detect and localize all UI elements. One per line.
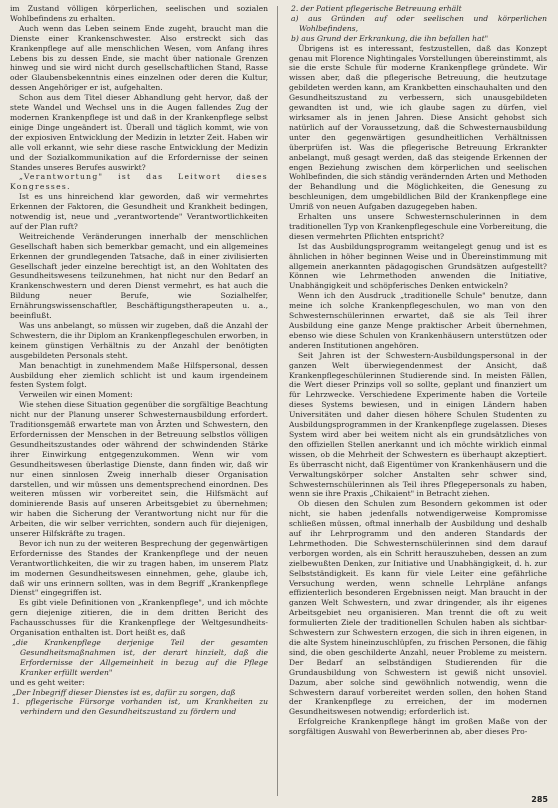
paragraph-emphasis: „Verantwortung" ist das Leitwort dieses Kongresses. xyxy=(10,172,268,192)
paragraph: im Zustand völligen körperlichen, seelischen und sozialen Wohlbefindens zu erhalten. xyxy=(10,4,268,23)
list-item: 1. pflegerische Fürsorge vorhanden ist, um Krankheiten zu verhindern und den Gesundheitszustand zu fördern und xyxy=(12,697,268,717)
quote: „die Krankenpflege derjenige Teil der gesamten Gesundheitsmaßnahmen ist, der derart hinzielt, daß die Erfordernisse der Allgemeinheit in bezug auf die Pflege Kranker erfüllt werden" xyxy=(12,638,268,677)
paragraph: und es geht weiter: xyxy=(10,677,85,687)
quote: „Der Inbegriff dieser Dienstes ist es, dafür zu sorgen, daß xyxy=(12,687,236,697)
right-column xyxy=(289,4,547,799)
paragraph: Seit Jahren ist der Schwestern-Ausbildungspersonal in der ganzen Welt überwiegendenmest der Ansicht, daß Krankenpflegeschülerinnen Studierende sind. In meisten Fällen, die Wert dieser Prinzips voll so sollte, geplant und finanziert um für Lehrzwecke. Verschiedene Experimente haben die Vorteile dieses Systems bewiesen, und in einigen Ländern haben Universitäten und daher diesen höhere Schulen Studenten zu Ausbildungsprogrammen in der Krankenpflege zugelassen. Dieses System wird aber bei weitem nicht als ein grundsätzliches von den offiziellen Stellen anerkannt und ich möchte wirklich einmal wissen, ob die Mehrheit der Schwestern es überhaupt akzeptiert. Es überrascht nicht, daß Eigentümer von Krankenhäusern und die Verwaltungskörper solcher Anstalten sehr schwer sind, Schwesternschülerinnen als Teil ihres Pflegepersonals zu haben, wenn sie ihre Praxis „Chikaient" in Betracht ziehen. xyxy=(289,350,547,499)
page-number: 285 xyxy=(531,795,548,804)
paragraph: Schon aus dem Titel dieser Abhandlung geht hervor, daß der stete Wandel und Wechsel uns in die Augen fallendes Zug der modernen Krankenpflege ist und daß in der Krankenpflege selbst einige Dinge ungeändert ist. Überall und täglich kommt, wie von der expiosiven Entwicklung der Medizin in letzter Zeit. Haben wir alle voll erkannt, wie sehr diese rasche Entwicklung der Medizin und der Sozialkommunikation auf die Erfordernisse der seinen Standes unseres Berufes auswirkt? xyxy=(10,93,268,172)
list-item: a) aus Gründen auf oder seelischen und körperlichen Wohlbefindens, xyxy=(291,13,547,33)
paragraph: Man benachtigt in zunehmendem Maße Hilfspersonal, dessen Ausbildung eher ziemlich schlicht ist und kaum irgendeinem festen System folgt. xyxy=(10,360,268,390)
paragraph: Erfolgreiche Krankenpflege hängt im großen Maße von der sorgfältigen Auswahl von Bewerberinnen ab, aber dieses Pro- xyxy=(289,717,547,737)
paragraph: Wenn ich den Ausdruck „traditionelle Schule" benutze, dann meine ich solche Krankenpflegeschulen, wo man von den Schwesternschülerinnen erwartet, daß sie als Teil ihrer Ausbildung eine ganze Menge praktischer Arbeit übernehmen, ebenso wie diese Schulen von Krankenhäusern unterstützen oder anderen Institutionen angehören. xyxy=(289,291,547,350)
column-divider xyxy=(277,6,278,796)
paragraph: Verweilen wir einen Moment: xyxy=(19,390,133,400)
paragraph: Wie stehen diese Situation gegenüber die sorgfältige Beachtung nicht nur der Planung unserer Schwesternausbildung erfordert. Traditionsgemäß erwartete man von Ärzten und Schwestern, den Erfordernissen der Menschen in der Betreuung selbstlos völligen Gesundheitszustandes oder während der schwindenden Stärke ihrer Einwirkung entgegenzukommen. Wenn wir vom Gesundheitswesen überlastige Dienste, dann finden wir, daß wir nur einen sinnlosen Zweig innerhalb dieser Organisation darstellen, und wir müssen uns dementsprechend einordnen. Des weiteren müssen wir vorbereitet sein, die Hilfsmächt auf dominierende Basis auf unseren Arbeitsgebiet zu übernehmen; wir haben die Sicherung der Verantwortung nicht nur für die Arbeiten, die wir selber verrichten, sondern auch für diejenigen, unserer Hilfskräfte zu tragen. xyxy=(10,400,268,539)
paragraph: Ob diesen den Schulen zum Besondern gekommen ist oder nicht, sie haben jedenfalls notwendigerweise Kompromisse schließen müssen, oftmal innerhalb der Ausbildung und deshalb auf ihr Lehrprogramm und den anderen Standards der Lehrmethoden. Die Schwesternschülerinnen sind dem darauf verborgen worden, als ein Schritt herauszuheben, dessen an zum zielbewußten Denken, zur Initiative und Unabhängigkeit, d. h. zur Selbstständigkeit. Es kann für viele Leiter eine gefährliche Versuchung werden, wenn schnelle Lehrpläne anfangs effizienterlich besonderen Ergebnissen neigt. Man braucht in der ganzen Welt Schwestern, und zwar dringender, als ihr eigenes Arbeitsgebiet neu organisieren. Man trennt die oft zu weit formulierten Ziele der traditionellen Schulen haben als sichtbar-Schwestern zur Schwestern erzogen, die sich in ihren eigenen, in die alte System hineinzuschlüpfen, zu frischen Personen, die fähig sind, die oben geschilderte Anzahl, neuer Probleme zu meistern. Der Bedarf an selbständigen Studierenden für die Grundausbildung von Schwestern ist gewiß nicht unsoviel. Dazum, aber solche sind gewöhnlich notwendig, wenn die Schwestern darauf vorbereitet werden sollen, den hohen Stand der Krankenpflege zu erreichen, der im modernen Gesundheitswesen notwendig; erforderlich ist. xyxy=(289,499,547,717)
paragraph: Ist es uns hinreichend klar geworden, daß wir vermehrtes Erkennen der Faktoren, die Gesundheit und Krankheit bedingen, notwendig ist, neue und „verantwortende" Verantwortlichkeiten auf der Plan ruft? xyxy=(10,192,268,231)
list-item: b) aus Grund der Erkrankung, die ihn befallen hat" xyxy=(291,33,489,43)
left-column xyxy=(10,4,268,799)
paragraph: Übrigens ist es interessant, festzustellen, daß das Konzept genau mit Florence Nightingales Vorstellungen übereinstimmt, als sie die erste Schule für moderne Krankenpflege gründete. Wir wissen aber, daß die pflegerische Betreuung, die heutzutage gebildeten werden kann, am Krankbetten einschauhalten und den Gesundheitszustand zu verbessern, sich unausgebildeten gewandten ist und, wie ich glaube sagen zu dürfen, viel wirksamer als in jenen Jahren. Diese Ansicht gehobst sich natürlich auf der Voraussetzung, daß die Schwesternausbildung unter den gegenwärtigen gesundheitlichen Verhältnissen überprüfen ist. Was die pflegerische Betreuung Erkrankter anbelangt, muß gesagt werden, daß das steigende Erkennen der engen Beziehung zwischen dem körperlichen und seelischen Wohlbefinden, die sich ständig verändernden Arten und Methoden der Behandlung und die Möglichkeiten, die Genesung zu beschleunigen, dem umgebildlichen Bild der Krankenpflege eine Umriß von neuen Aufgaben dazugegeben haben. xyxy=(289,43,547,212)
paragraph: Erhalten uns unsere Schwesternschulerinnen in dem traditionellen Typ von Krankenpflegeschule eine Vorbereitung, die diesen vermehrten Pflichten entspricht? xyxy=(289,212,547,241)
paragraph: Auch wenn das Leben seinem Ende zugeht, braucht man die Dienste einer Krankenschwester. Also erstreckt sich das Krankenpflege auf alle menschlichen Wesen, vom Anfang ihres Lebens bis zu dessen Ende, sie macht über nationale Grenzen hinweg und sie wird nicht durch gesellschaftlichen Stand, Rasse oder Glaubensbekenntnis eines einzelnen oder deren die Kultur, dessen Angehöriger er ist, aufgehalten. xyxy=(10,23,268,93)
paragraph: Bevor ich nun zu der weiteren Besprechung der gegenwärtigen Erfordernisse des Standes der Krankenpflege und der neuen Verantwortlichkeiten, die wir zu tragen haben, im unserem Platz im modernen Gesundheitswesen einnehmen, gehe, glaube ich, daß wir uns erinnern sollten, was in dem Begriff „Krankenpflege Dienst" eingegriffen ist. xyxy=(10,538,268,598)
paragraph: Es gibt viele Definitionen von „Krankenpflege", und ich möchte gern diejenige zitieren, die in dem dritten Bericht des Fachausschusses für die Krankenpflege der Weltgesundheits-Organisation enthalten ist. Dort heißt es, daß xyxy=(10,598,268,638)
paragraph: Weitreichende Veränderungen innerhalb der menschlichen Gesellschaft haben sich bemerkbar gemacht, und ein allgemeines Erkennen der grundlegenden Tatsache, daß in einer zivilisierten Gesellschaft jeder einzelne berechtigt ist, an den Wohltaten des Gesundheitswesens teilzunehmen, hat nicht nur den Bedarf an Krankenschwestern und deren Dienst vermehrt, es hat auch die Bildung neuer Berufe, wie Sozialhelfer, Ernährungswissenschaftler, Beschäftigungstherapeuten u. a., beeinflußt. xyxy=(10,231,268,321)
paragraph: Was uns anbelangt, so müssen wir zugeben, daß die Anzahl der Schwestern, die ihr Diplom an Krankenpflegeschulen erworben, in keinem günstigen Verhältnis zu der Anzahl der benötigten ausgebildeten Personals steht. xyxy=(10,321,268,360)
paragraph: Ist das Ausbildungsprogramm weitangelegt genug und ist es ähnlichen in höher beginnen Weise und in Übereinstimmung mit allgemein anerkannten pädagogischen Grundsätzen aufgestellt? Können wie Lehrmethoden anwenden die Initiative, Unabhängigkeit und schöpferisches Denken entwickeln? xyxy=(289,241,547,291)
list-item: 2. der Patient pflegerische Betreuung erhält xyxy=(291,4,462,13)
